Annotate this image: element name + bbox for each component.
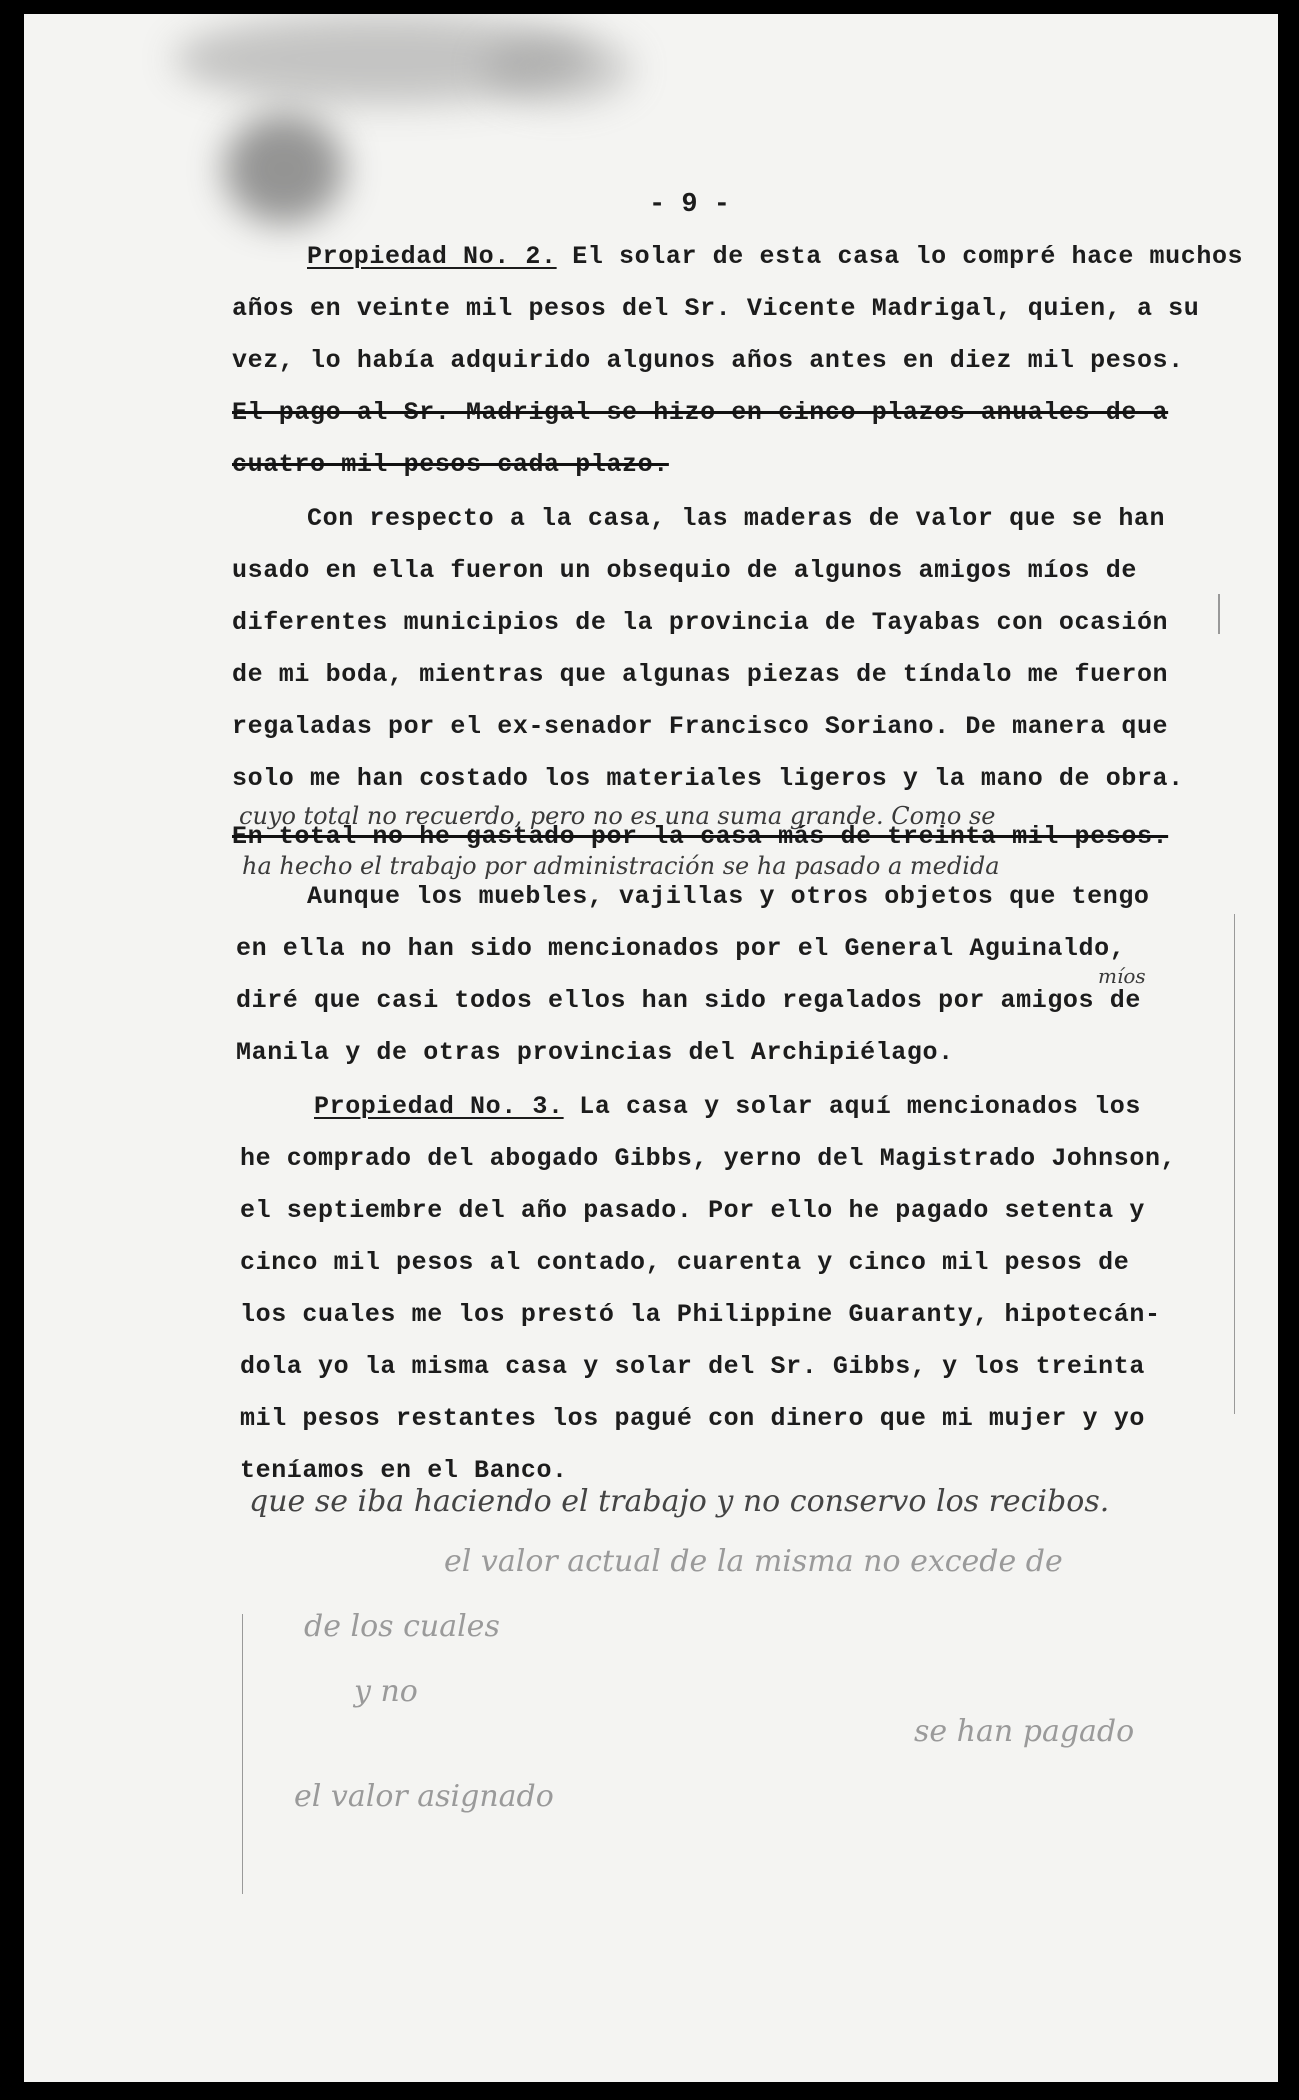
paragraph-line: dola yo la misma casa y solar del Sr. Gibbs, y los treinta <box>240 1352 1145 1381</box>
paragraph-line: solo me han costado los materiales ligeros y la mano de obra. <box>232 764 1184 793</box>
handwritten-note: que se iba haciendo el trabajo y no conservo los recibos. <box>249 1484 1110 1519</box>
faint-handwriting: de los cuales <box>304 1609 500 1644</box>
margin-line <box>1234 914 1235 1414</box>
paragraph-line: en ella no han sido mencionados por el General Aguinaldo, <box>236 934 1126 963</box>
paragraph-line: de mi boda, mientras que algunas piezas de tíndalo me fueron <box>232 660 1169 689</box>
handwritten-note: míos <box>1098 964 1146 988</box>
paragraph-line: diré que casi todos ellos han sido regalados por amigos de <box>236 986 1141 1015</box>
paragraph-line: los cuales me los prestó la Philippine Guaranty, hipotecán- <box>240 1300 1161 1329</box>
paragraph-line: vez, lo había adquirido algunos años antes en diez mil pesos. <box>232 346 1184 375</box>
paragraph-line: regaladas por el ex-senador Francisco Soriano. De manera que <box>232 712 1169 741</box>
section-heading: Propiedad No. 2. <box>307 242 557 271</box>
stain <box>224 114 344 224</box>
paragraph-line: teníamos en el Banco. <box>240 1456 568 1485</box>
stain <box>484 34 634 104</box>
paragraph-line: diferentes municipios de la provincia de Tayabas con ocasión <box>232 608 1169 637</box>
paragraph-line: cinco mil pesos al contado, cuarenta y cinco mil pesos de <box>240 1248 1130 1277</box>
struck-line: El pago al Sr. Madrigal se hizo en cinco plazos anuales de a <box>232 398 1169 427</box>
section-heading: Propiedad No. 3. <box>314 1092 564 1121</box>
faint-handwriting: se han pagado <box>914 1714 1135 1749</box>
document-page <box>24 14 1278 2082</box>
paragraph-line: Con respecto a la casa, las maderas de valor que se han <box>307 504 1166 533</box>
margin-line <box>242 1614 243 1894</box>
paragraph-line: he comprado del abogado Gibbs, yerno del Magistrado Johnson, <box>240 1144 1177 1173</box>
paragraph-line: Manila y de otras provincias del Archipiélago. <box>236 1038 954 1067</box>
paragraph-line: Aunque los muebles, vajillas y otros objetos que tengo <box>307 882 1150 911</box>
paragraph-line: el septiembre del año pasado. Por ello he pagado setenta y <box>240 1196 1145 1225</box>
margin-mark <box>1218 594 1220 634</box>
struck-line: En total no he gastado por la casa más de treinta mil pesos. <box>232 822 1169 851</box>
line-text: La casa y solar aquí mencionados los <box>563 1092 1141 1121</box>
paragraph-line <box>314 1092 1141 1121</box>
paragraph-line <box>307 242 1243 271</box>
line-text: El solar de esta casa lo compré hace muchos <box>556 242 1244 271</box>
paragraph-line: mil pesos restantes los pagué con dinero que mi mujer y yo <box>240 1404 1145 1433</box>
handwritten-note: ha hecho el trabajo por administración se ha pasado a medida <box>242 852 1000 880</box>
faint-handwriting: y no <box>354 1674 418 1709</box>
faint-handwriting: el valor asignado <box>294 1779 554 1814</box>
paragraph-line: años en veinte mil pesos del Sr. Vicente Madrigal, quien, a su <box>232 294 1200 323</box>
handwritten-note: cuyo total no recuerdo, pero no es una suma grande. Como se <box>239 802 996 830</box>
page-number: - 9 - <box>649 190 731 220</box>
faint-handwriting: el valor actual de la misma no excede de <box>444 1544 1063 1579</box>
struck-line: cuatro mil pesos cada plazo. <box>232 450 669 479</box>
paragraph-line: usado en ella fueron un obsequio de algunos amigos míos de <box>232 556 1137 585</box>
